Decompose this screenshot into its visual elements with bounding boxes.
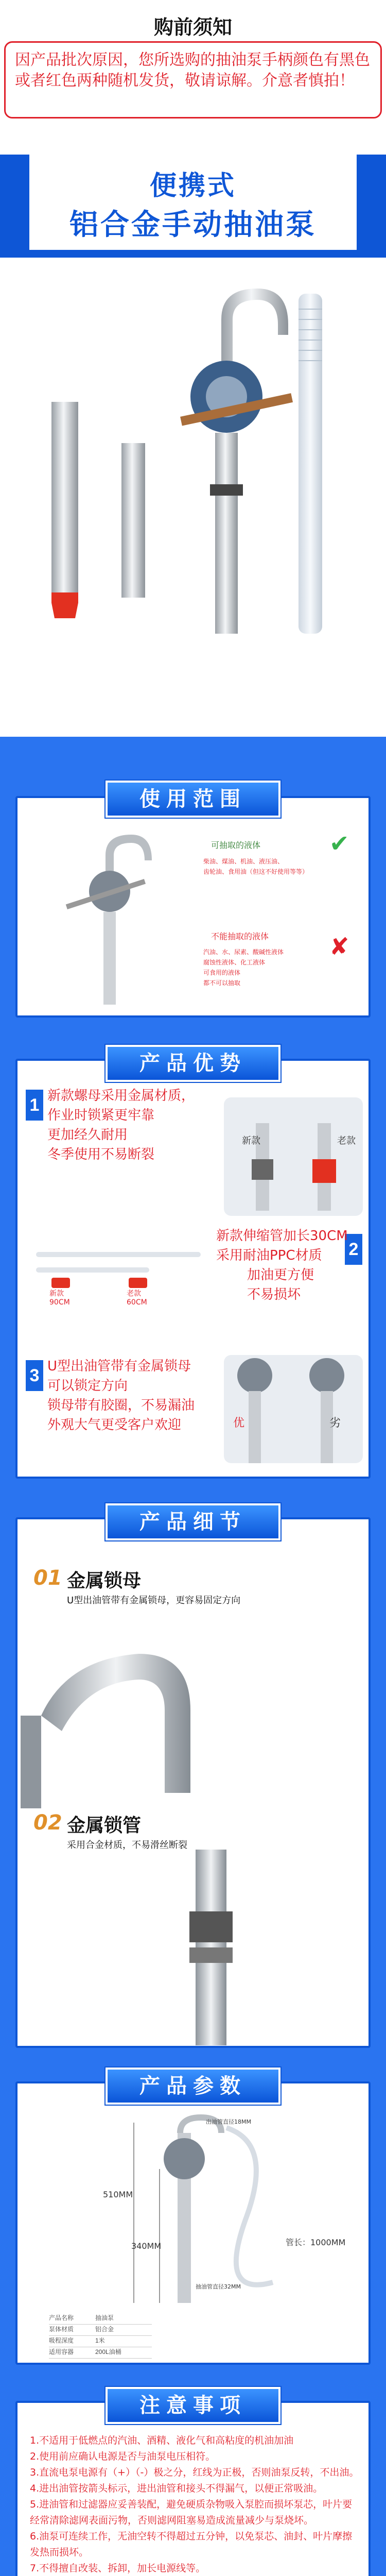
- advantage-1-right-label: 老款: [337, 1136, 356, 1146]
- usage-ok-item: 齿轮油、食用油（但这不好使用等等）: [203, 868, 309, 875]
- spec-table-row: [49, 2347, 152, 2359]
- spec-outlet-diameter: 出油管直径18MM: [206, 2119, 251, 2125]
- caution-item: 6.油泵可连续工作，无油空转不得超过五分钟，以免泵芯、油封、叶片摩擦发热而损坏。: [30, 2531, 353, 2558]
- caution-list: [30, 2433, 359, 2576]
- detail-2-title: 金属锁管: [67, 1815, 142, 1836]
- detail-2-desc: 采用合金材质，不易滑丝断裂: [67, 1840, 187, 1851]
- advantage-2-text: [216, 1226, 348, 1304]
- advantage-2-right-label: 老款 60CM: [127, 1290, 147, 1307]
- detail-number: 01: [33, 1566, 62, 1590]
- advantage-line: 冬季使用不易断裂: [47, 1147, 155, 1162]
- spec-hose-length: 管长：1000MM: [286, 2238, 346, 2247]
- advantage-3-right-label: 劣: [329, 1417, 341, 1430]
- caution-item: 5.进油管和过滤器应妥善装配，避免硬质杂物吸入泵腔而损坏泵芯，叶片要经常清除滤网表面污物，否则滤网阻塞易造成流量减少与泵烧坏。: [30, 2499, 353, 2526]
- caution-item: 7.不得擅自改装、拆卸，加长电源线等。: [30, 2563, 206, 2574]
- spec-value: 抽油泵: [95, 2314, 114, 2321]
- advantage-line: 可以锁定方向: [47, 1378, 128, 1394]
- advantage-number: 2: [345, 1234, 362, 1265]
- advantage-3-text: [47, 1357, 195, 1435]
- advantages-heading: 产品优势: [106, 1045, 280, 1082]
- advantage-line: 新款螺母采用金属材质，: [47, 1088, 195, 1104]
- specs-heading: 产品参数: [106, 2067, 280, 2105]
- check-icon: ✔: [329, 830, 349, 857]
- specs-diagram: [31, 2112, 360, 2308]
- details-heading: 产品细节: [106, 1503, 280, 1540]
- detail-1-desc: U型出油管带有金属锁母，更容易固定方向: [67, 1595, 241, 1606]
- advantage-line: 新款伸缩管加长30CM: [216, 1228, 348, 1244]
- detail-1-title: 金属锁母: [67, 1570, 142, 1591]
- spec-table-row: [49, 2313, 152, 2325]
- advantage-number: 3: [26, 1360, 43, 1391]
- caution-item: 3.直流电泵电源有（+）（-）极之分，红线为正极，否则油泵反转，不出油。: [30, 2467, 359, 2478]
- spec-key: 吸程深度: [49, 2337, 74, 2344]
- usage-ok-list: [203, 856, 308, 877]
- advantage-1-text: [47, 1086, 195, 1164]
- advantage-3-left-label: 优: [233, 1417, 245, 1430]
- spec-key: 产品名称: [49, 2314, 74, 2321]
- hero-title-line1: 便携式: [149, 171, 236, 201]
- caution-item: 4.进出油管按箭头标示，进出油管和接头不得漏气，以便正常吸油。: [30, 2483, 323, 2494]
- caution-item: 1.不适用于低燃点的汽油、酒精、液化气和高粘度的机油加油: [30, 2435, 294, 2446]
- detail-number: 02: [33, 1811, 62, 1835]
- advantage-line: 作业时锁紧更牢靠: [47, 1108, 155, 1123]
- usage-no-item: 都不可以抽取: [203, 979, 241, 987]
- caution-heading: 注意事项: [106, 2387, 280, 2424]
- detail-1-image: [21, 1607, 365, 1808]
- caution-item: 2.使用前应确认电源是否与油泵电压相符。: [30, 2451, 216, 2462]
- usage-no-list: [203, 947, 284, 988]
- spec-key: 适用容器: [49, 2348, 74, 2355]
- usage-ok-title: 可抽取的液体: [211, 840, 261, 850]
- spec-total-length: 510MM: [103, 2190, 133, 2199]
- spec-key: 泵体材质: [49, 2326, 74, 2333]
- advantage-line: 采用耐油PPC材质: [216, 1248, 322, 1263]
- usage-heading: 使用范围: [106, 781, 280, 818]
- advantage-line: 锁母带有胶圈，不易漏油: [47, 1398, 195, 1413]
- usage-product-image: [28, 824, 193, 1010]
- lock-comparison-image: [224, 1355, 363, 1463]
- spec-value: 铝合金: [95, 2326, 114, 2333]
- spec-value: 200L油桶: [95, 2348, 121, 2355]
- advantage-line: U型出油管带有金属锁母: [47, 1359, 191, 1374]
- usage-no-item: 可食用的液体: [203, 969, 241, 976]
- advantage-number: 1: [26, 1090, 43, 1121]
- advantage-2-left-label: 新款 90CM: [49, 1290, 70, 1307]
- usage-no-item: 汽油、水、尿素、酸碱性液体: [203, 948, 284, 956]
- hero-title-line2: 铝合金手动抽油泵: [69, 208, 317, 242]
- notice-title: 购前须知: [153, 16, 232, 39]
- advantage-line: 不易损坏: [247, 1287, 301, 1302]
- usage-no-title: 不能抽取的液体: [211, 931, 269, 941]
- advantage-line: 外观大气更受客户欢迎: [47, 1417, 182, 1433]
- usage-ok-item: 柴油、煤油、机油、液压油、: [203, 858, 284, 865]
- spec-value: 1米: [95, 2337, 105, 2344]
- spec-table: [49, 2313, 152, 2359]
- nut-comparison-image: [224, 1097, 363, 1216]
- detail-2-image: [21, 1850, 365, 2045]
- spec-table-row: [49, 2336, 152, 2347]
- hero-product-image: [0, 268, 386, 732]
- usage-no-item: 腐蚀性液体、化工液体: [203, 959, 266, 966]
- advantage-1-left-label: 新款: [242, 1136, 260, 1146]
- notice-box: 因产品批次原因，您所选购的抽油泵手柄颜色有黑色或者红色两种随机发货，敬请谅解。介意者慎拍！: [4, 41, 382, 118]
- spec-inlet-diameter: 抽油管直径32MM: [196, 2283, 241, 2290]
- cross-icon: ✘: [329, 933, 349, 960]
- spec-table-row: [49, 2325, 152, 2336]
- advantage-line: 更加经久耐用: [47, 1127, 128, 1143]
- spec-body-length: 340MM: [131, 2241, 162, 2251]
- advantage-line: 加油更方便: [247, 1267, 314, 1283]
